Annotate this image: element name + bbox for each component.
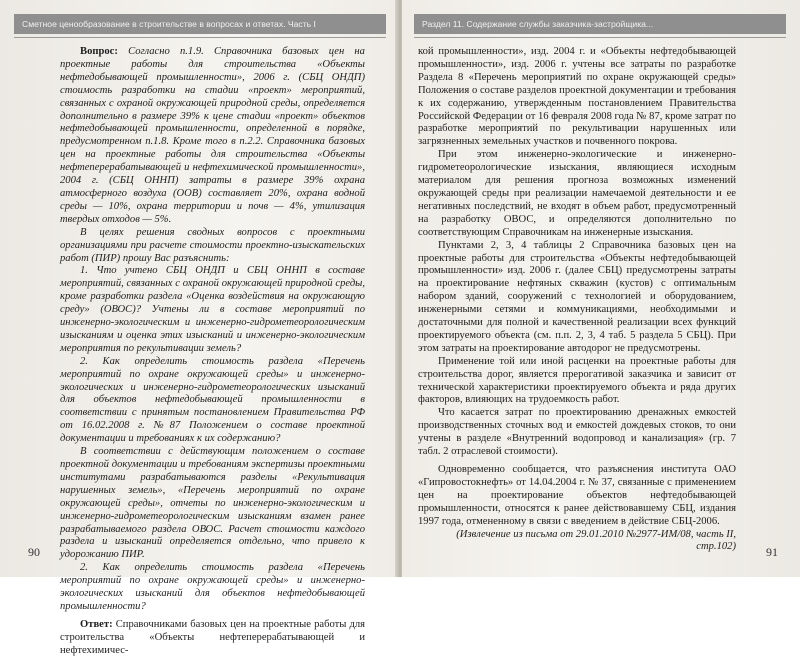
left-page: [0, 0, 398, 656]
left-running-header: Сметное ценообразование в строительстве в вопросах и ответах. Часть I: [14, 14, 386, 34]
right-page: [402, 0, 800, 577]
right-header-rule: [414, 37, 786, 38]
left-page-body: [60, 46, 365, 658]
right-paragraph-1: кой промышленности», изд. 2004 г. и «Объекты нефтедобывающей промышленности», изд. 2006 г. учтены все затраты по разработке Раздела 8 «Перечень мероприятий по охране окружающей среды» Положения о составе разделов проектной документации и требования к их содержанию, утвержденным постановлением Правительства Российской Федерации от 16 февраля 2008 года № 87, кроме затрат по разработке мероприятий по рекультивации нарушенных или загрязненных земельных участков и почвенного покрова.: [418, 46, 736, 148]
right-page-body: [418, 46, 736, 554]
question-paragraph-1: [60, 46, 365, 227]
right-paragraph-5: Что касается затрат по проектированию дренажных емкостей производственных сточных вод и емкостей дождевых стоков, то они учтены в разделе «Внутренний водопровод и канализация» (гр. 7 табл. 2 отраслевой стоимости).: [418, 407, 736, 458]
answer-label: Ответ:: [80, 618, 113, 630]
left-page-number: 90: [28, 545, 40, 559]
answer-text: Справочниками базовых цен на проектные работы для строительства «Объекты нефтеперерабатывающей и нефтехимичес-: [60, 618, 365, 656]
source-reference: (Извлечение из письма от 29.01.2010 №2977-ИМ/08, часть II, стр.102): [456, 528, 736, 553]
question-paragraph-6: 2. Как определить стоимость раздела «Перечень мероприятий по охране окружающей среды» и инженерно-экологических изысканий для объектов нефтедобывающей промышленности?: [60, 562, 365, 612]
right-paragraph-2: При этом инженерно-экологические и инженерно-гидрометеорологические изыскания, являющиеся исходным материалом для решения прогноза возможных изменений окружающей среды при реализации намечаемой деятельности и ее негативных последствий, не входят в объем работ, предусмотренный на разработку ОВОС, и определяются дополнительно по соответствующим Справочникам на инженерные изыскания.: [418, 149, 736, 238]
right-page-number: 91: [766, 545, 778, 559]
question-text-1: Согласно п.1.9. Справочника базовых цен на проектные работы для строительства «Объекты нефтедобывающей промышленности», 2006 г. (СБЦ ОНДП) стоимость разработки на стадии «проект» мероприятий, связанных с охраной окружающей природной среды, определяется дополнительно в размере 39% к цене стадии «проект» объектов нефтедобывающей промышленности, определенной в порядке, предусмотренном п.1.8. Кроме того в п.2.2. Справочника базовых цен на проектные работы для строительства «Объекты нефтеперерабатывающей и нефтехимической промышленности», 2004 г. (СБЦ ОННП) затраты в размере 39% охрана атмосферного воздуха (ООВ) составляет 20%, охрана водной среды — 10%, охрана территории и почв — 4%, утилизация твердых отходов — 5%.: [60, 46, 365, 225]
question-paragraph-2: В целях решения сводных вопросов с проектными организациями при расчете стоимости проектно-изыскательских работ (ПИР) прошу Вас разъяснить:: [60, 226, 365, 264]
left-header-rule: [14, 37, 386, 38]
question-label: Вопрос:: [80, 46, 118, 57]
right-running-header: Раздел 11. Содержание службы заказчика-застройщика...: [414, 14, 786, 34]
question-paragraph-4: 2. Как определить стоимость раздела «Перечень мероприятий по охране окружающей среды» и инженерно-экологических и инженерно-гидрометеорологических изысканий для объектов нефтедобывающей промышленности в соответствии с принятым постановлением Правительства РФ от 16.02.2008 г. №87 Положением о составе проектной документации и требованиях к их содержанию?: [60, 355, 365, 445]
right-paragraph-6: Одновременно сообщается, что разъяснения института ОАО «Гипровостокнефть» от 14.04.2004 г. № 37, связанные с применением цен на проектирование объектов нефтедобывающей промышленности, относятся к ранее действовавшему СБЦ, издания 1997 года, отмененному в связи с введением в действие СБЦ-2006.: [418, 464, 736, 527]
question-paragraph-3: 1. Что учтено СБЦ ОНДП и СБЦ ОННП в составе мероприятий, связанных с охраной окружающей природной среды, кроме разработки раздела «Оценка воздействия на окружающую среду» (ОВОС)? Учтены ли в составе мероприятий по инженерно-экологическим и инженерно-гидрометеорологическим изысканиям и оценка этих изысканий и инженерно-экологическим мероприятия по рекультивации земель?: [60, 265, 365, 354]
right-paragraph-3: Пунктами 2, 3, 4 таблицы 2 Справочника базовых цен на проектные работы для строительства «Объекты нефтедобывающей промышленности» изд. 2006 г. (далее СБЦ) предусмотрены затраты на проектирование нефтяных скважин (кустов) с оптимальным набором зданий, сооружений с технологией и оборудованием, инженерными сетями и коммуникациями, необходимыми и достаточными для полной и качественной реализации всех функций проектируемого объекта (см. п.п. 2, 3, 4 таб. 5 раздела 5 СБЦ). При этом затраты на проектирование автодорог не предусмотрены.: [418, 239, 736, 354]
question-paragraph-5: В соответствии с действующим положением о составе проектной документации и требованиям экспертизы проектными институтами разрабатываются разделы «Рекультивация нарушенных земель», «Перечень мероприятий по охране окружающей среды», отчеты по инженерно-экологическим и инженерно-гидрометеорологическим изысканиям взамен ранее разрабатываемого раздела ОВОС. Расчет стоимости каждого раздела и изысканий определяется отдельно, что привело к удорожанию ПИР.: [60, 446, 365, 561]
right-paragraph-4: Применение той или иной расценки на проектные работы для строительства дорог, является прерогативой заказчика и зависит от технической характеристики проектируемого объекта и ряда других факторов, влияющих на трудоемкость работ.: [418, 355, 736, 406]
answer-paragraph: [60, 619, 365, 658]
